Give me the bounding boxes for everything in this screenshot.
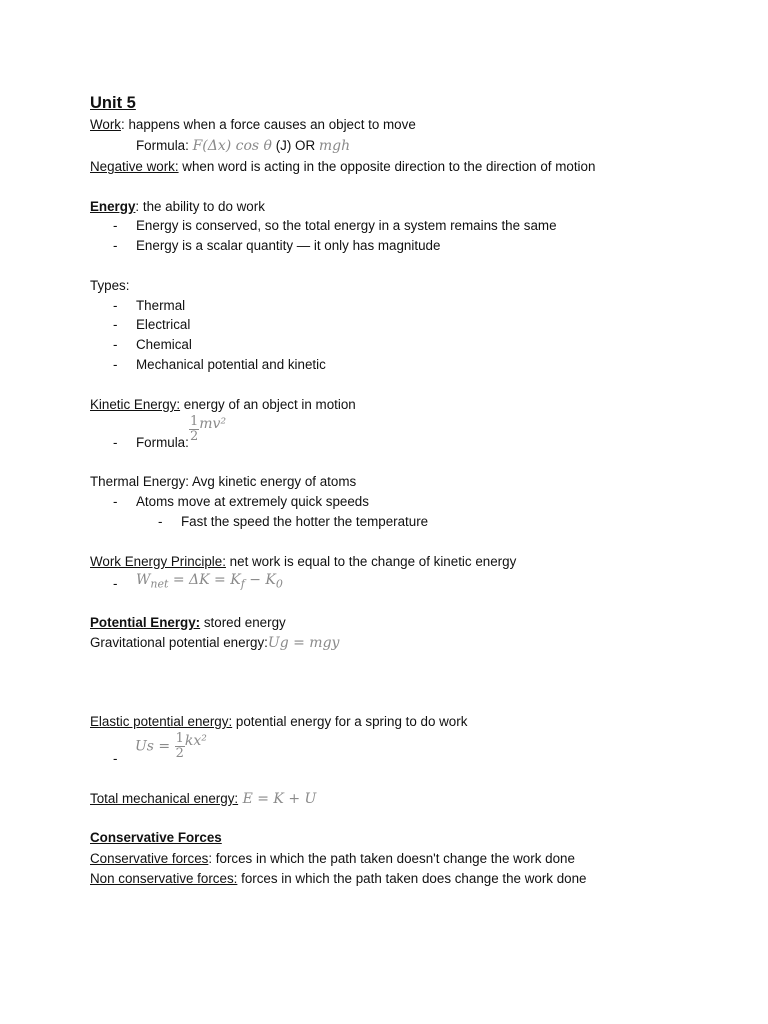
elastic-def: potential energy for a spring to do work xyxy=(232,714,468,729)
energy-definition xyxy=(90,198,265,216)
elastic-fraction xyxy=(175,732,185,761)
elastic-term: Elastic potential energy: xyxy=(90,714,233,729)
gravitational-formula: Ug = mgy xyxy=(267,635,340,651)
bullet-dash: - xyxy=(113,751,118,766)
nonconservative-term: Non conservative forces: xyxy=(90,871,238,886)
bullet-dash: - xyxy=(113,435,118,450)
formula-part: − K xyxy=(244,572,276,588)
bullet-dash: - xyxy=(113,218,118,233)
kinetic-term: Kinetic Energy: xyxy=(90,397,181,412)
negative-work-definition xyxy=(90,158,595,176)
total-mechanical-line xyxy=(90,790,316,808)
kinetic-def: energy of an object in motion xyxy=(180,397,356,412)
bullet-dash: - xyxy=(113,317,118,332)
elastic-formula xyxy=(135,732,207,761)
energy-bullet: Energy is conserved, so the total energy in a system remains the same xyxy=(136,218,557,233)
fraction-denominator: 2 xyxy=(175,746,184,761)
formula-subscript: net xyxy=(150,577,169,591)
formula-subscript: f xyxy=(240,577,245,591)
fraction-numerator: 1 xyxy=(190,414,199,429)
work-formula-mid: (J) OR xyxy=(272,138,319,153)
page-title: Unit 5 xyxy=(90,94,136,112)
bullet-dash: - xyxy=(113,357,118,372)
formula-part: W xyxy=(136,572,151,588)
bullet-dash: - xyxy=(113,576,118,591)
kinetic-formula xyxy=(189,415,226,444)
work-formula-label: Formula: xyxy=(136,138,193,153)
work-energy-definition xyxy=(90,553,516,571)
total-term: Total mechanical energy: xyxy=(90,791,239,806)
elastic-definition xyxy=(90,713,467,731)
gravitational-line xyxy=(90,634,339,652)
thermal-sub-bullet: Fast the speed the hotter the temperature xyxy=(181,514,429,529)
bullet-dash: - xyxy=(113,238,118,253)
gravitational-label: Gravitational potential energy: xyxy=(90,635,268,650)
work-definition xyxy=(90,116,416,134)
conservative-def: : forces in which the path taken doesn't change the work done xyxy=(208,851,575,866)
work-energy-term: Work Energy Principle: xyxy=(90,554,226,569)
elastic-formula-lhs: Us = xyxy=(135,738,175,755)
work-energy-formula xyxy=(136,571,283,594)
bullet-dash: - xyxy=(113,494,118,509)
conservative-definition xyxy=(90,850,575,868)
formula-part: = ΔK = K xyxy=(168,572,241,588)
types-item: Chemical xyxy=(136,337,192,352)
energy-term: Energy xyxy=(90,199,136,214)
thermal-definition: Thermal Energy: Avg kinetic energy of atoms xyxy=(90,474,357,489)
fraction-denominator: 2 xyxy=(190,429,199,444)
negative-work-term: Negative work: xyxy=(90,159,179,174)
work-formula-expr: F(Δx) cos θ xyxy=(192,138,272,154)
thermal-bullet: Atoms move at extremely quick speeds xyxy=(136,494,369,509)
kinetic-formula-label: Formula: xyxy=(136,435,189,450)
potential-term: Potential Energy: xyxy=(90,615,201,630)
work-def: : happens when a force causes an object to move xyxy=(121,117,416,132)
potential-definition xyxy=(90,614,286,632)
energy-bullet: Energy is a scalar quantity — it only has magnitude xyxy=(136,238,441,253)
conservative-heading: Conservative Forces xyxy=(90,830,222,845)
work-term: Work xyxy=(90,117,121,132)
energy-def: : the ability to do work xyxy=(135,199,265,214)
formula-subscript: 0 xyxy=(275,577,283,591)
conservative-term: Conservative forces xyxy=(90,851,209,866)
work-formula xyxy=(136,137,350,155)
types-item: Thermal xyxy=(136,298,186,313)
bullet-dash: - xyxy=(158,514,163,529)
types-item: Electrical xyxy=(136,317,191,332)
bullet-dash: - xyxy=(113,298,118,313)
fraction-numerator: 1 xyxy=(175,731,184,746)
elastic-formula-tail: kx² xyxy=(184,732,207,749)
negative-work-def: when word is acting in the opposite direction to the direction of motion xyxy=(178,159,596,174)
total-formula: E = K + U xyxy=(238,791,317,807)
potential-def: stored energy xyxy=(200,615,286,630)
work-formula-expr2: mgh xyxy=(318,138,351,154)
types-heading: Types: xyxy=(90,278,130,293)
nonconservative-def: forces in which the path taken does change the work done xyxy=(237,871,587,886)
work-energy-def: net work is equal to the change of kinetic energy xyxy=(225,554,517,569)
types-item: Mechanical potential and kinetic xyxy=(136,357,326,372)
kinetic-formula-tail: mv² xyxy=(199,415,227,432)
kinetic-fraction xyxy=(189,415,199,444)
kinetic-definition xyxy=(90,396,356,414)
nonconservative-definition xyxy=(90,870,587,888)
bullet-dash: - xyxy=(113,337,118,352)
